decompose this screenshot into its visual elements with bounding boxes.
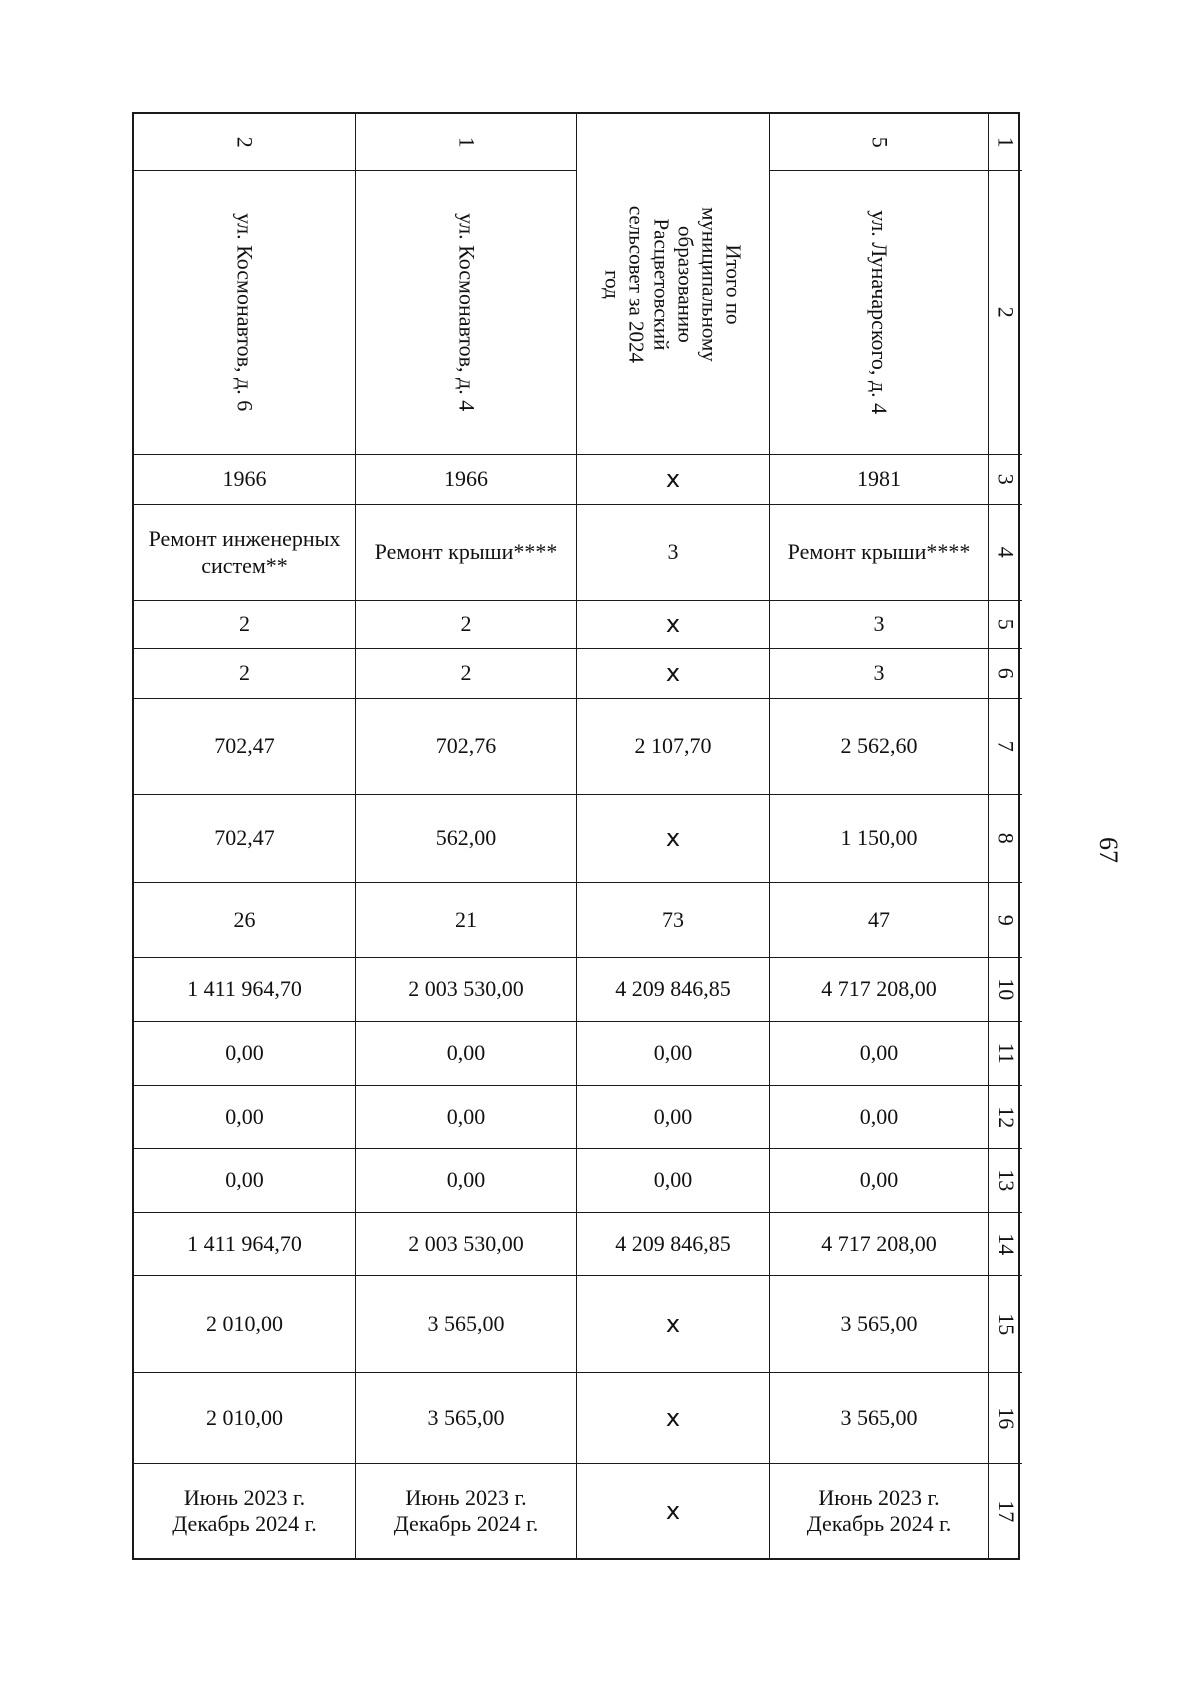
value-cell: 0,00: [134, 1149, 356, 1213]
column-number-cell: [989, 649, 1022, 699]
value-cell: 2 562,60: [770, 699, 989, 795]
column-number-cell: [989, 958, 1022, 1022]
column-number: 3: [993, 473, 1019, 485]
value-cell: 3 565,00: [770, 1276, 989, 1373]
value-cell: x: [577, 1373, 770, 1464]
period-end: Декабрь 2024 г.: [393, 1511, 539, 1536]
capital-repair-table: [132, 112, 1020, 1560]
value-cell: 21: [356, 883, 577, 958]
address: ул. Луначарского, д. 4: [867, 210, 893, 415]
year-cell: 1966: [356, 455, 577, 505]
total-label-cell: [577, 114, 770, 455]
column-number: 17: [993, 1499, 1019, 1522]
column-number: 14: [993, 1232, 1019, 1255]
value-cell: 0,00: [577, 1022, 770, 1086]
value-cell: 3: [770, 601, 989, 649]
value-cell: 0,00: [770, 1086, 989, 1149]
value-cell: 47: [770, 883, 989, 958]
column-number: 15: [993, 1312, 1019, 1335]
value-cell: 2: [356, 601, 577, 649]
value-cell: 2 010,00: [134, 1276, 356, 1373]
address-cell: [770, 171, 989, 455]
column-number: 10: [993, 978, 1019, 1001]
year-cell: 1981: [770, 455, 989, 505]
column-number: 5: [993, 618, 1019, 630]
work-type-cell: Ремонт крыши****: [770, 505, 989, 601]
period-start: Июнь 2023 г.: [183, 1484, 306, 1510]
value-cell: 2: [134, 649, 356, 699]
value-cell: 4 209 846,85: [577, 1213, 770, 1276]
column-number-cell: [989, 1464, 1022, 1558]
value-cell: 702,76: [356, 699, 577, 795]
value-cell: 702,47: [134, 795, 356, 883]
value-cell: x: [577, 795, 770, 883]
total-label: Итого по муниципальному образованию Расцветовский сельсовет за 2024 год: [600, 205, 746, 363]
column-number-cell: [989, 601, 1022, 649]
value-cell: 0,00: [577, 1149, 770, 1213]
column-number-cell: [989, 1213, 1022, 1276]
value-cell: 0,00: [577, 1086, 770, 1149]
row-number: 2: [232, 136, 258, 148]
value-cell: 0,00: [134, 1086, 356, 1149]
value-cell: 4 717 208,00: [770, 1213, 989, 1276]
column-number: 7: [993, 740, 1019, 752]
column-number: 9: [993, 914, 1019, 926]
value-cell: 0,00: [356, 1086, 577, 1149]
value-cell: 1 411 964,70: [134, 1213, 356, 1276]
value-cell: x: [577, 1276, 770, 1373]
column-number: 16: [993, 1406, 1019, 1429]
row-number-cell: [770, 114, 989, 171]
value-cell: 2 003 530,00: [356, 1213, 577, 1276]
value-cell: x: [577, 649, 770, 699]
period-cell: [356, 1464, 577, 1558]
row-number: 5: [867, 136, 893, 148]
period-end: Декабрь 2024 г.: [172, 1511, 317, 1536]
column-number-cell: [989, 1086, 1022, 1149]
column-number-cell: [989, 1022, 1022, 1086]
column-number-cell: [989, 699, 1022, 795]
column-number-cell: [989, 114, 1022, 171]
value-cell: 4 717 208,00: [770, 958, 989, 1022]
value-cell: 1 411 964,70: [134, 958, 356, 1022]
column-number: 12: [993, 1105, 1019, 1128]
page-number: 67: [1094, 837, 1123, 863]
value-cell: 2: [356, 649, 577, 699]
value-cell: 2 003 530,00: [356, 958, 577, 1022]
work-type-cell: Ремонт крыши****: [356, 505, 577, 601]
value-cell: 702,47: [134, 699, 356, 795]
column-number-cell: [989, 795, 1022, 883]
year-cell: 1966: [134, 455, 356, 505]
value-cell: 2 010,00: [134, 1373, 356, 1464]
value-cell: 1 150,00: [770, 795, 989, 883]
value-cell: 0,00: [770, 1149, 989, 1213]
value-cell: 2: [134, 601, 356, 649]
column-number: 2: [993, 306, 1019, 318]
row-number: 1: [454, 136, 480, 148]
work-type-cell: 3: [577, 505, 770, 601]
column-number-cell: [989, 1373, 1022, 1464]
column-number: 13: [993, 1169, 1019, 1192]
value-cell: 562,00: [356, 795, 577, 883]
column-number: 1: [993, 136, 1019, 148]
address-cell: [134, 171, 356, 455]
value-cell: 3 565,00: [356, 1276, 577, 1373]
value-cell: 3 565,00: [770, 1373, 989, 1464]
column-number-cell: [989, 1276, 1022, 1373]
column-number: 8: [993, 832, 1019, 844]
value-cell: 0,00: [770, 1022, 989, 1086]
column-number-cell: [989, 883, 1022, 958]
period-cell: [770, 1464, 989, 1558]
row-number-cell: [356, 114, 577, 171]
period-cell: [134, 1464, 356, 1558]
work-type-cell: Ремонт инженерных систем**: [134, 505, 356, 601]
value-cell: 2 107,70: [577, 699, 770, 795]
period-start: Июнь 2023 г.: [405, 1484, 527, 1510]
column-number-cell: [989, 455, 1022, 505]
address-cell: [356, 171, 577, 455]
period-start: Июнь 2023 г.: [818, 1484, 940, 1510]
value-cell: 0,00: [134, 1022, 356, 1086]
value-cell: 0,00: [356, 1149, 577, 1213]
column-number-cell: [989, 171, 1022, 455]
value-cell: 3 565,00: [356, 1373, 577, 1464]
column-number-cell: [989, 1149, 1022, 1213]
period-cell: x: [577, 1464, 770, 1558]
period-end: Декабрь 2024 г.: [806, 1511, 952, 1536]
column-number-cell: [989, 505, 1022, 601]
address: ул. Космонавтов, д. 6: [232, 213, 258, 412]
value-cell: 0,00: [356, 1022, 577, 1086]
column-number: 6: [993, 667, 1019, 679]
column-number: 11: [993, 1042, 1019, 1065]
value-cell: 4 209 846,85: [577, 958, 770, 1022]
value-cell: 26: [134, 883, 356, 958]
address: ул. Космонавтов, д. 4: [454, 213, 480, 412]
column-number: 4: [993, 546, 1019, 558]
row-number-cell: [134, 114, 356, 171]
year-cell: x: [577, 455, 770, 505]
value-cell: 3: [770, 649, 989, 699]
value-cell: 73: [577, 883, 770, 958]
value-cell: x: [577, 601, 770, 649]
